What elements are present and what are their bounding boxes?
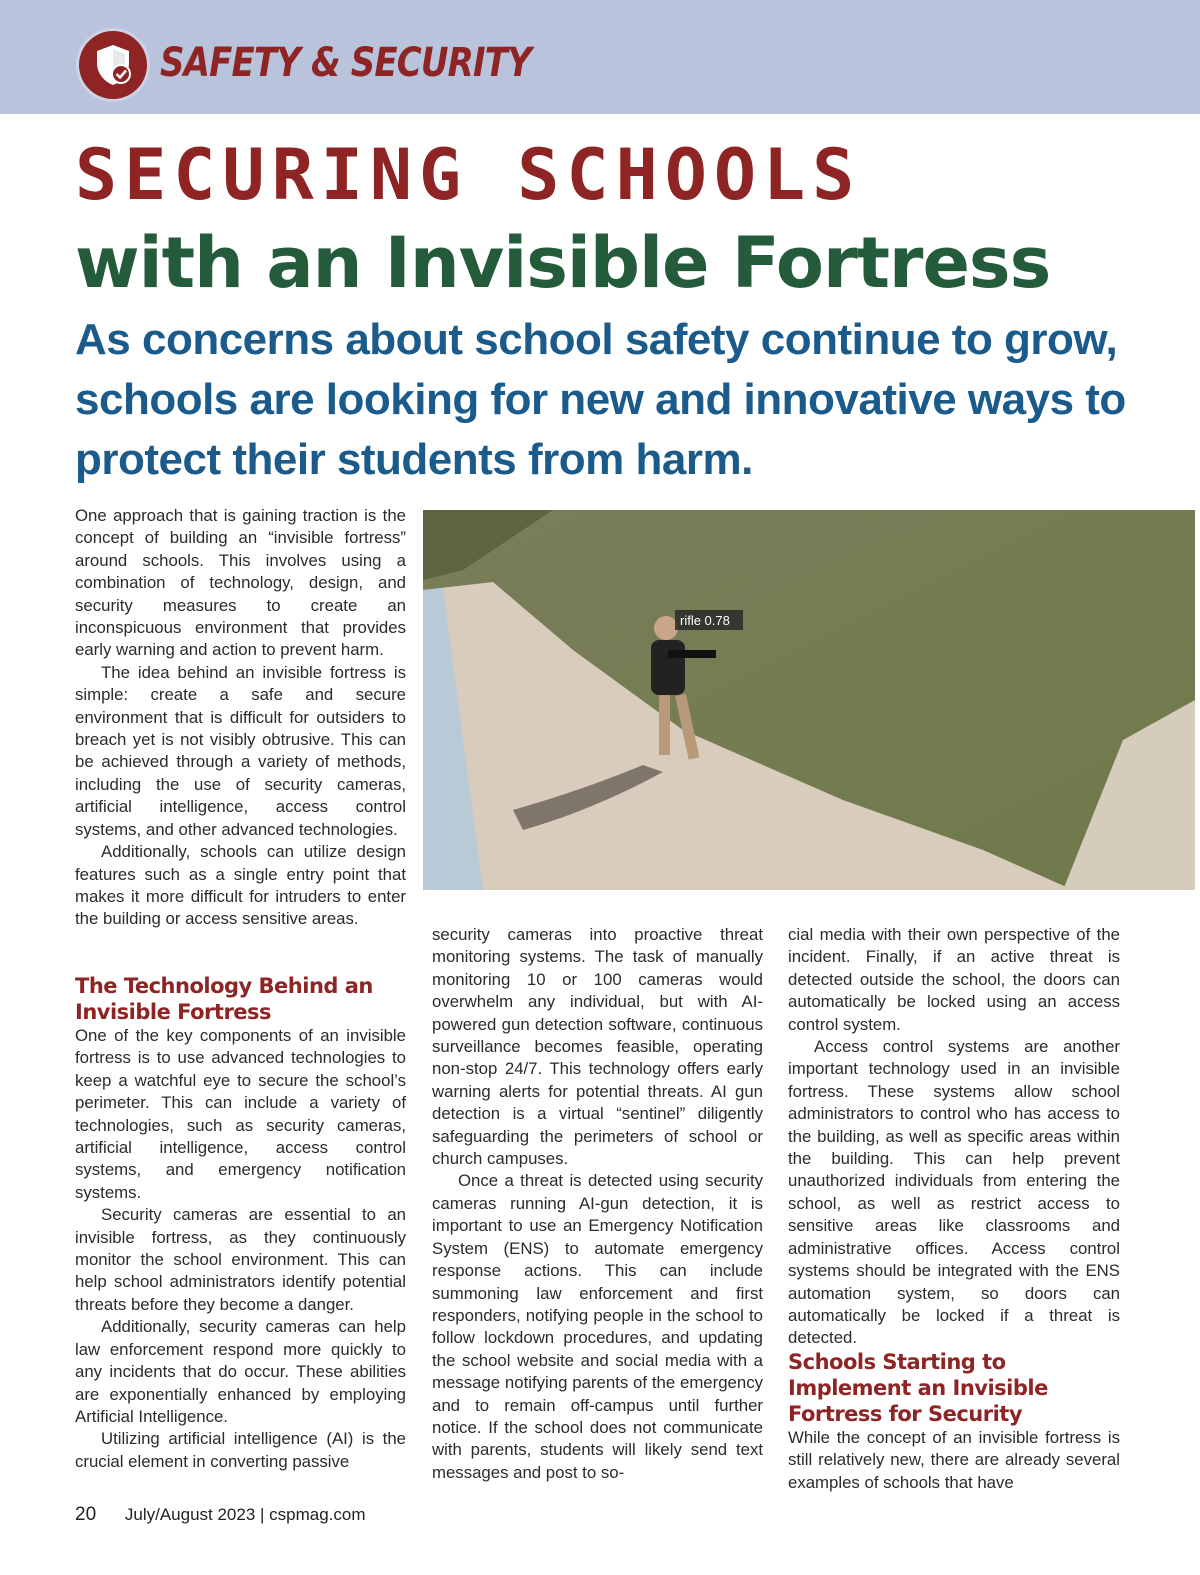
page-number: 20 bbox=[75, 1504, 97, 1525]
subhead-schools-starting: Schools Starting to Implement an Invisible Fortress for Security bbox=[788, 1350, 1048, 1426]
issue-info: July/August 2023 | cspmag.com bbox=[124, 1505, 366, 1524]
paragraph: Additionally, security cameras can help law enforcement respond more quickly to any incidents that do occur. These abilities are exponentially enhanced by employing Artificial Intelligence. bbox=[75, 1317, 406, 1426]
deck-subheadline: As concerns about school safety continue to grow, schools are looking for new and innovative ways to protect their students from harm. bbox=[75, 315, 1126, 484]
paragraph: Utilizing artificial intelligence (AI) is the crucial element in converting passive bbox=[75, 1429, 406, 1471]
headline-line2: with an Invisible Fortress bbox=[75, 222, 1051, 304]
column-1-top bbox=[75, 505, 406, 931]
paragraph: Access control systems are another important technology used in an invisible fortress. These systems allow school administrators to control who has access to the building, as well as specific areas within the building. This can help prevent unauthorized individuals from entering the school, as well as restrict access to sensitive areas like classrooms and administrative offices. Access control systems should be integrated with the ENS automation system, so doors can automatically be locked if a threat is detected. bbox=[788, 1037, 1120, 1348]
column-2 bbox=[432, 924, 763, 1484]
paragraph: Once a threat is detected using security cameras running AI-gun detection, it is important to use an Emergency Notification System (ENS) to automate emergency response actions. This can include summoning law enforcement and first responders, notifying people in the school to follow lockdown procedures, and updating the school website and social media with a message notifying parents of the emergency and to remain off-campus until further notice. If the school does not communicate with parents, students will likely send text messages and post to so- bbox=[432, 1171, 763, 1482]
paragraph: While the concept of an invisible fortress is still relatively new, there are already several examples of schools that have bbox=[788, 1428, 1120, 1492]
shield-check-icon bbox=[79, 31, 147, 99]
column-1-bottom bbox=[75, 973, 406, 1473]
paragraph: Security cameras are essential to an invisible fortress, as they continuously monitor the school environment. This can help school administrators identify potential threats before they become a danger. bbox=[75, 1205, 406, 1314]
subhead-technology: The Technology Behind an Invisible Fortress bbox=[75, 974, 373, 1024]
page-footer bbox=[75, 1504, 366, 1526]
paragraph: security cameras into proactive threat monitoring systems. The task of manually monitoring 10 or 100 cameras would overwhelm any individual, but with AI-powered gun detection software, continuous surveillance becomes feasible, operating non-stop 24/7. This technology offers early warning alerts for potential threats. AI gun detection is a virtual “sentinel” diligently safeguarding the perimeters of school or church campuses. bbox=[432, 925, 763, 1169]
paragraph: One of the key components of an invisible fortress is to use advanced technologies to keep a watchful eye to secure the school’s perimeter. This can include a variety of technologies, such as security cameras, artificial intelligence, access control systems, and emergency notification systems. bbox=[75, 1026, 406, 1202]
paragraph: Additionally, schools can utilize design features such as a single entry point that makes it more difficult for intruders to enter the building or access sensitive areas. bbox=[75, 842, 406, 929]
detection-label: rifle 0.78 bbox=[680, 613, 730, 628]
paragraph: One approach that is gaining traction is the concept of building an “invisible fortress” around schools. This involves using a combination of technology, design, and security measures to create an inconspicuous environment that provides early warning and action to prevent harm. bbox=[75, 506, 406, 660]
column-3-top bbox=[788, 924, 1120, 1350]
column-3-bottom bbox=[788, 1349, 1120, 1494]
security-camera-photo bbox=[423, 510, 1195, 890]
paragraph: The idea behind an invisible fortress is simple: create a safe and secure environment that is difficult for outsiders to breach yet is not visibly obtrusive. This can be achieved through a variety of methods, including the use of security cameras, artificial intelligence, access control systems, and other advanced technologies. bbox=[75, 662, 406, 839]
paragraph: cial media with their own perspective of the incident. Finally, if an active threat is detected outside the school, the doors can automatically be locked using an access control system. bbox=[788, 925, 1120, 1034]
section-label: SAFETY & SECURITY bbox=[160, 40, 531, 86]
headline-line1: SECURING SCHOOLS bbox=[75, 134, 862, 216]
